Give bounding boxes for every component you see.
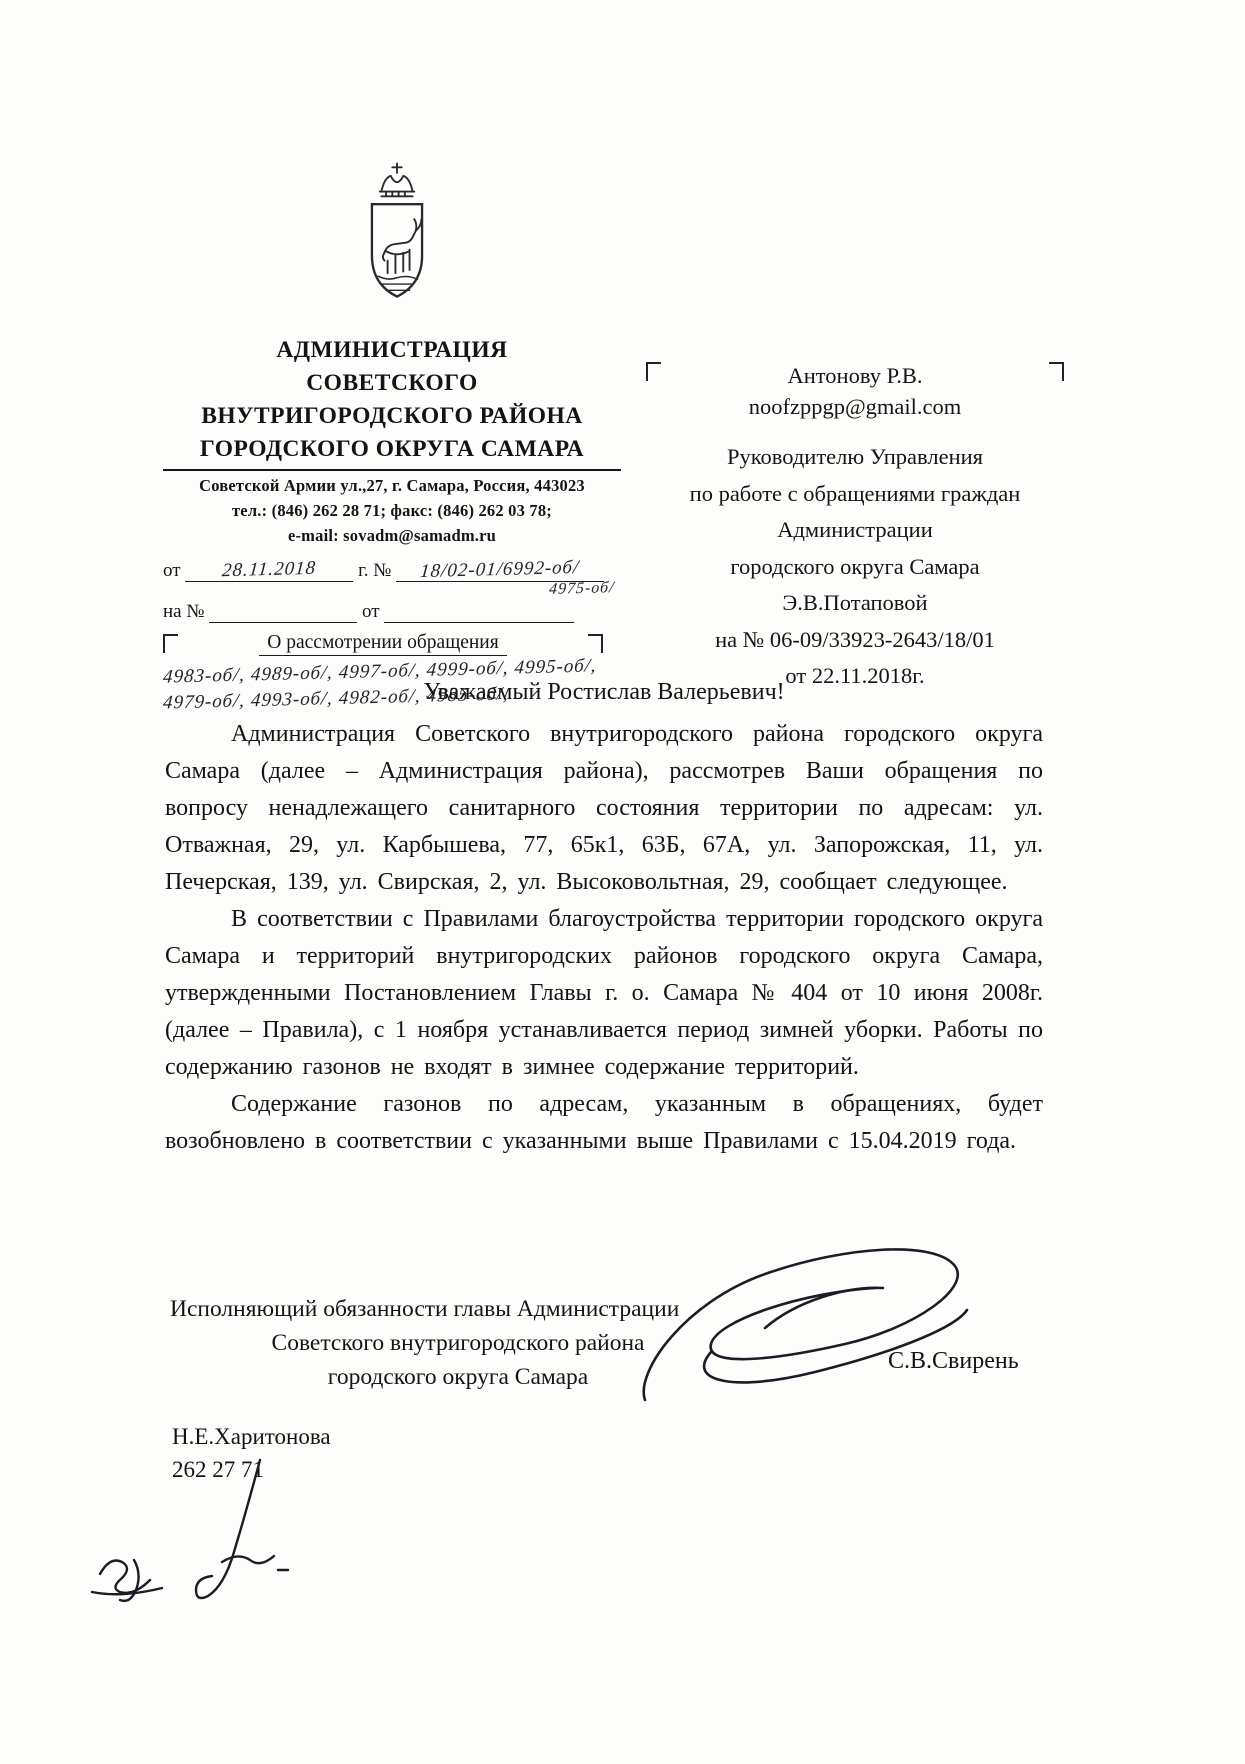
recipient-address-lines: [646, 439, 1064, 695]
outgoing-number-second-row: [163, 580, 621, 598]
letter-body: [165, 674, 1043, 1160]
paragraph-1: Администрация Советского внутригородского района городского округа Самара (далее – Администрация района), рассмотрев Ваши обращения по вопросу ненадлежащего санитарного состояния территории по адресам: ул. Отважная, 29, ул. Карбышева, 77, 65к1, 63Б, 67А, ул. Запорожская, 11, ул. Печерская, 139, ул. Свирская, 2, ул. Высоковольтная, 29, сообщает следующее.: [165, 721, 1043, 895]
outgoing-number-field: [396, 556, 604, 583]
coat-of-arms-svg: [350, 158, 444, 320]
corner-bracket-left-icon: [163, 634, 178, 653]
subject-row: [163, 632, 603, 656]
incoming-ref-row: [163, 600, 621, 623]
recipient-email: noofzppgp@gmail.com: [748, 394, 962, 419]
handwritten-case-numbers-2: 4979-об/, 4993-об/, 4982-об/, 4985-об/,: [162, 683, 510, 714]
recipient-line: Администрации: [777, 517, 933, 542]
executor-name: Н.Е.Харитонова: [172, 1424, 331, 1449]
coat-of-arms-icon: [350, 158, 444, 320]
na-label: на №: [163, 601, 205, 622]
recipient-incoming-ref: на № 06-09/33923-2643/18/01: [715, 626, 995, 652]
corner-bracket-left-icon: [646, 362, 661, 381]
signer-title-line: Исполняющий обязанности главы Администрации: [170, 1296, 680, 1322]
org-email: e-mail: sovadm@samadm.ru: [287, 526, 497, 545]
recipient-incoming-date: от 22.11.2018г.: [785, 663, 925, 688]
handwritten-marks-icon: [82, 1442, 352, 1612]
paragraph-3: Содержание газонов по адресам, указанным в обращениях, будет возобновлено в соответствии с указанными выше Правилами с 15.04.2019 года.: [165, 1091, 1043, 1154]
letter-subject: О рассмотрении обращения: [259, 632, 506, 656]
number-label: г. №: [358, 560, 392, 581]
corner-bracket-right-icon: [588, 634, 603, 653]
org-phone-fax: тел.: (846) 262 28 71; факс: (846) 262 03 78;: [232, 501, 552, 520]
ot2-label: от: [361, 601, 380, 622]
recipient-line: городского округа Самара: [730, 553, 980, 579]
outgoing-ref-row: [163, 556, 621, 583]
recipient-block: [646, 360, 1064, 695]
executor-phone: 262 27 71: [172, 1457, 264, 1482]
org-name-line: АДМИНИСТРАЦИЯ: [276, 337, 508, 363]
recipient-line: Руководителю Управления: [726, 444, 984, 469]
sender-letterhead: [162, 334, 621, 714]
letterhead-divider: [163, 469, 621, 471]
handwritten-number: 18/02-01/6992-об/: [419, 556, 581, 583]
paragraph-2: В соответствии с Правилами благоустройства территории городского округа Самара и территорий внутригородских районов городского округа Самара, утвержденными Постановлением Главы г. о. Самара № 404 от 10 июня 2008г. (далее – Правила), с 1 ноября устанавливается период зимней уборки. Работы по содержанию газонов не входят в зимнее содержание территорий.: [165, 906, 1043, 1080]
handwritten-number-2: 4975-об/: [548, 579, 616, 598]
org-name-line: ГОРОДСКОГО ОКРУГА САМАРА: [199, 436, 585, 462]
recipient-line: по работе с обращениями граждан: [689, 480, 1021, 506]
handwritten-case-numbers-1: 4983-об/, 4989-об/, 4997-об/, 4999-об/, 4995-об/,: [162, 655, 598, 688]
signature-scribble-icon: [615, 1232, 987, 1418]
recipient-name: Антонову Р.В.: [787, 363, 923, 388]
org-name-line: ВНУТРИГОРОДСКОГО РАЙОНА: [201, 403, 583, 429]
ot-label: от: [163, 560, 181, 581]
signer-title-line: городского округа Самара: [327, 1364, 589, 1390]
handwritten-date: 28.11.2018: [221, 557, 318, 582]
org-name-line: СОВЕТСКОГО: [306, 370, 478, 396]
incoming-number-field: [209, 600, 357, 623]
corner-bracket-right-icon: [1049, 362, 1064, 381]
signer-title-line: Советского внутригородского района: [271, 1330, 645, 1356]
recipient-line: Э.В.Потаповой: [782, 590, 928, 615]
incoming-date-field: [384, 600, 574, 623]
outgoing-date-field: [185, 559, 353, 582]
salutation: Уважаемый Ростислав Валерьевич!: [423, 679, 785, 705]
org-postal-address: Советской Армии ул.,27, г. Самара, Россия, 443023: [199, 476, 585, 495]
recipient-name-row: [646, 360, 1064, 422]
signer-name: С.В.Свирень: [888, 1348, 1019, 1374]
